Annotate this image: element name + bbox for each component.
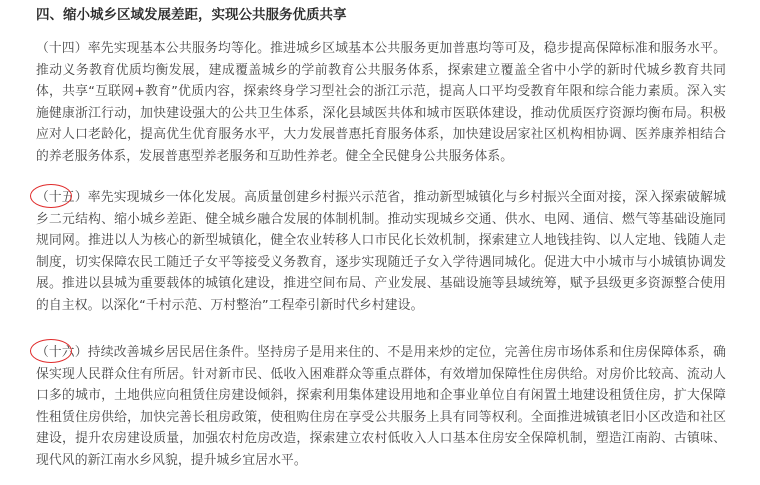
paragraph-number-16-wrapper bbox=[36, 342, 88, 364]
paragraph-number-15: （十五） bbox=[36, 190, 88, 205]
paragraph-14 bbox=[36, 38, 726, 167]
paragraph-body-14: 率先实现基本公共服务均等化。推进城乡区域基本公共服务更加普惠均等可及，稳步提高保障标准和服务水平。推动义务教育优质均衡发展，建成覆盖城乡的学前教育公共服务体系，探索建立覆盖全省中小学的新时代城乡教育共同体，共享“互联网+教育”优质内容，探索终身学习型社会的浙江示范，提高人口平均受教育年限和综合能力素质。深入实施健康浙江行动，加快建设强大的公共卫生体系，深化县域医共体和城市医联体建设，推动优质医疗资源均衡布局。积极应对人口老龄化，提高优生优育服务水平，大力发展普惠托育服务体系，加快建设居家社区机构相协调、医养康养相结合的养老服务体系，发展普惠型养老服务和互助性养老。健全全民健身公共服务体系。 bbox=[36, 41, 726, 164]
paragraph-body-16: 持续改善城乡居民居住条件。坚持房子是用来住的、不是用来炒的定位，完善住房市场体系和住房保障体系，确保实现人民群众住有所居。针对新市民、低收入困难群众等重点群体，有效增加保障性住房供给。对房价比较高、流动人口多的城市，土地供应向租赁住房建设倾斜，探索利用集体建设用地和企事业单位自有闲置土地建设租赁住房，扩大保障性租赁住房供给，加快完善长租房政策，使租购住房在享受公共服务上具有同等权利。全面推进城镇老旧小区改造和社区建设，提升农房建设质量，加强农村危房改造，探索建立农村低收入人口基本住房安全保障机制，塑造江南韵、古镇味、现代风的新江南水乡风貌，提升城乡宜居水平。 bbox=[36, 345, 726, 468]
paragraph-number-15-wrapper bbox=[36, 187, 88, 209]
paragraph-number-16: （十六） bbox=[36, 345, 88, 360]
paragraph-number-14: （十四） bbox=[36, 41, 88, 56]
paragraph-16 bbox=[36, 342, 726, 471]
section-heading: 四、缩小城乡区域发展差距，实现公共服务优质共享 bbox=[36, 7, 347, 23]
paragraph-15 bbox=[36, 187, 726, 316]
paragraph-body-15: 率先实现城乡一体化发展。高质量创建乡村振兴示范省，推动新型城镇化与乡村振兴全面对接，深入探索破解城乡二元结构、缩小城乡差距、健全城乡融合发展的体制机制。推动实现城乡交通、供水、电网、通信、燃气等基础设施同规同网。推进以人为核心的新型城镇化，健全农业转移人口市民化长效机制，探索建立人地钱挂钩、以人定地、钱随人走制度，切实保障农民工随迁子女平等接受义务教育，逐步实现随迁子女入学待遇同城化。促进大中小城市与小城镇协调发展。推进以县城为重要载体的城镇化建设，推进空间布局、产业发展、基础设施等县域统筹，赋予县级更多资源整合使用的自主权。以深化“千村示范、万村整治”工程牵引新时代乡村建设。 bbox=[36, 190, 726, 313]
